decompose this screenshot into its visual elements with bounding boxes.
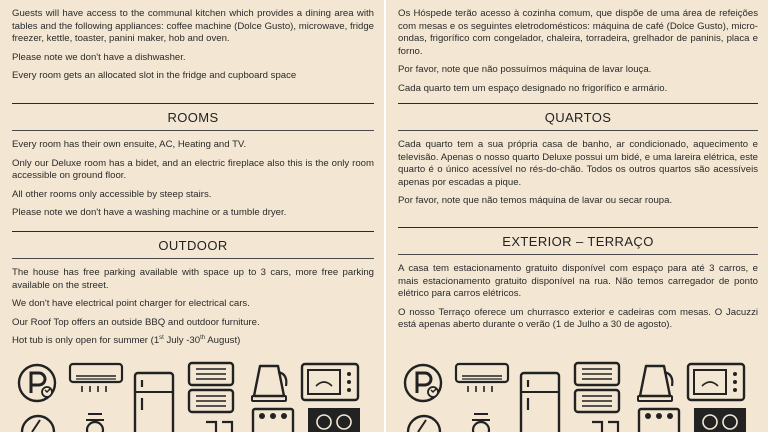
rooms-text-4: Please note we don't have a washing machine or a tumble dryer. (12, 207, 287, 219)
divider (12, 258, 374, 259)
rooms-heading: ROOMS (167, 110, 219, 125)
bidet-icon (404, 408, 444, 432)
oven-icon (636, 406, 682, 432)
microwave-icon (300, 362, 360, 402)
kitchen-text-pt-1: Os Hóspede terão acesso à cozinha comum, que dispõe de uma área de refeições com mesas e os seguintes eletrodomésticos: máquina de café (Dolce Gusto), micro-ondas, frigorífico com congelador, chaleira, torradeira, grelhador de paninis, placa e forno. (398, 8, 758, 57)
hob-icon (692, 406, 748, 432)
divider (12, 130, 374, 131)
outdoor-text-pt-1: A casa tem estacionamento gratuito disponível com espaço para até 3 carros, e mais estacionamento gratuito disponível na rua. Não temos carregador de ponto elétrico para carros elétricos. (398, 263, 758, 300)
hot-tub-sup1: st (159, 335, 164, 342)
appliance-icons-pt (398, 356, 760, 432)
fridge-icon (518, 370, 562, 432)
kitchen-text-pt-3: Cada quarto tem um espaço designado no frigorífico e armário. (398, 82, 668, 94)
panini-maker-icon (572, 360, 622, 416)
parking-icon (16, 362, 58, 404)
divider (12, 231, 374, 232)
rooms-text-2: Only our Deluxe room has a bidet, and an electric fireplace also this is the only room accessible on ground floor. (12, 157, 374, 182)
air-conditioner-icon (454, 362, 510, 394)
divider (398, 254, 758, 255)
divider (12, 103, 374, 104)
hot-tub-text (12, 335, 374, 348)
outdoor-text-1: The house has free parking available with space up to 3 cars, more free parking available on the street. (12, 267, 374, 291)
bidet-icon (18, 408, 58, 432)
air-conditioner-icon (68, 362, 124, 394)
outdoor-text-3: Our Roof Top offers an outside BBQ and outdoor furniture. (12, 316, 260, 328)
portuguese-panel (386, 0, 768, 432)
outdoor-text-2: We don't have electrical point charger for electrical cars. (12, 298, 250, 310)
toaster-icon (200, 416, 240, 432)
outdoor-section-pt (398, 263, 758, 338)
outdoor-heading: OUTDOOR (158, 238, 228, 253)
hot-tub-pre: Hot tub is only open for summer (1 (12, 335, 160, 347)
divider (398, 227, 758, 228)
outdoor-section (12, 267, 374, 354)
rooms-text-1: Every room has their own ensuite, AC, Heating and TV. (12, 139, 247, 150)
outdoor-heading-pt: EXTERIOR – TERRAÇO (502, 234, 654, 249)
kitchen-text-3: Every room gets an allocated slot in the fridge and cupboard space (12, 70, 297, 82)
rooms-text-3: All other rooms only accessible by steep stairs. (12, 188, 212, 200)
parking-icon (402, 362, 444, 404)
rooms-section (12, 139, 374, 226)
fireplace-icon (78, 408, 112, 432)
kettle-icon (634, 360, 678, 404)
kitchen-section-pt (398, 8, 758, 102)
hot-tub-sup2: th (200, 335, 206, 342)
fireplace-icon (464, 408, 498, 432)
microwave-icon (686, 362, 746, 402)
fridge-icon (132, 370, 176, 432)
appliance-icons (12, 356, 376, 432)
oven-icon (250, 406, 296, 432)
kitchen-text-1: Guests will have access to the communal kitchen which provides a dining area with tables and the following appliances: coffee machine (Dolce Gusto), microwave, fridge freezer, kettle, toaster, panini maker, hob and oven. (12, 8, 374, 45)
outdoor-text-pt-2: O nosso Terraço oferece um churrasco exterior e cadeiras com mesas. O Jacuzzi está apenas aberto durante o verão (1 de Julho a 30 de agosto). (398, 306, 758, 331)
kitchen-text-2: Please note we don't have a dishwasher. (12, 51, 186, 63)
hot-tub-mid: July -30 (163, 335, 201, 347)
kitchen-text-pt-2: Por favor, note que não possuímos máquina de lavar louça. (398, 64, 652, 76)
hob-icon (306, 406, 362, 432)
rooms-text-pt-2: Por favor, note que não temos máquina de lavar ou secar roupa. (398, 195, 673, 207)
rooms-text-pt-1: Cada quarto tem a sua própria casa de banho, ar condicionado, aquecimento e televisão. Apenas o nosso quarto Deluxe possui um bidé, e uma lareira elétrica, este quarto é o único acessível no rés-do-chão. Todos os outros quartos são acessíveis apenas por escadas a pique. (398, 139, 758, 188)
divider (398, 103, 758, 104)
kettle-icon (248, 360, 292, 404)
rooms-heading-pt: QUARTOS (544, 110, 612, 125)
rooms-section-pt (398, 139, 758, 214)
toaster-icon (586, 416, 626, 432)
divider (398, 130, 758, 131)
kitchen-section (12, 8, 374, 89)
hot-tub-post: August) (205, 335, 241, 347)
panini-maker-icon (186, 360, 236, 416)
